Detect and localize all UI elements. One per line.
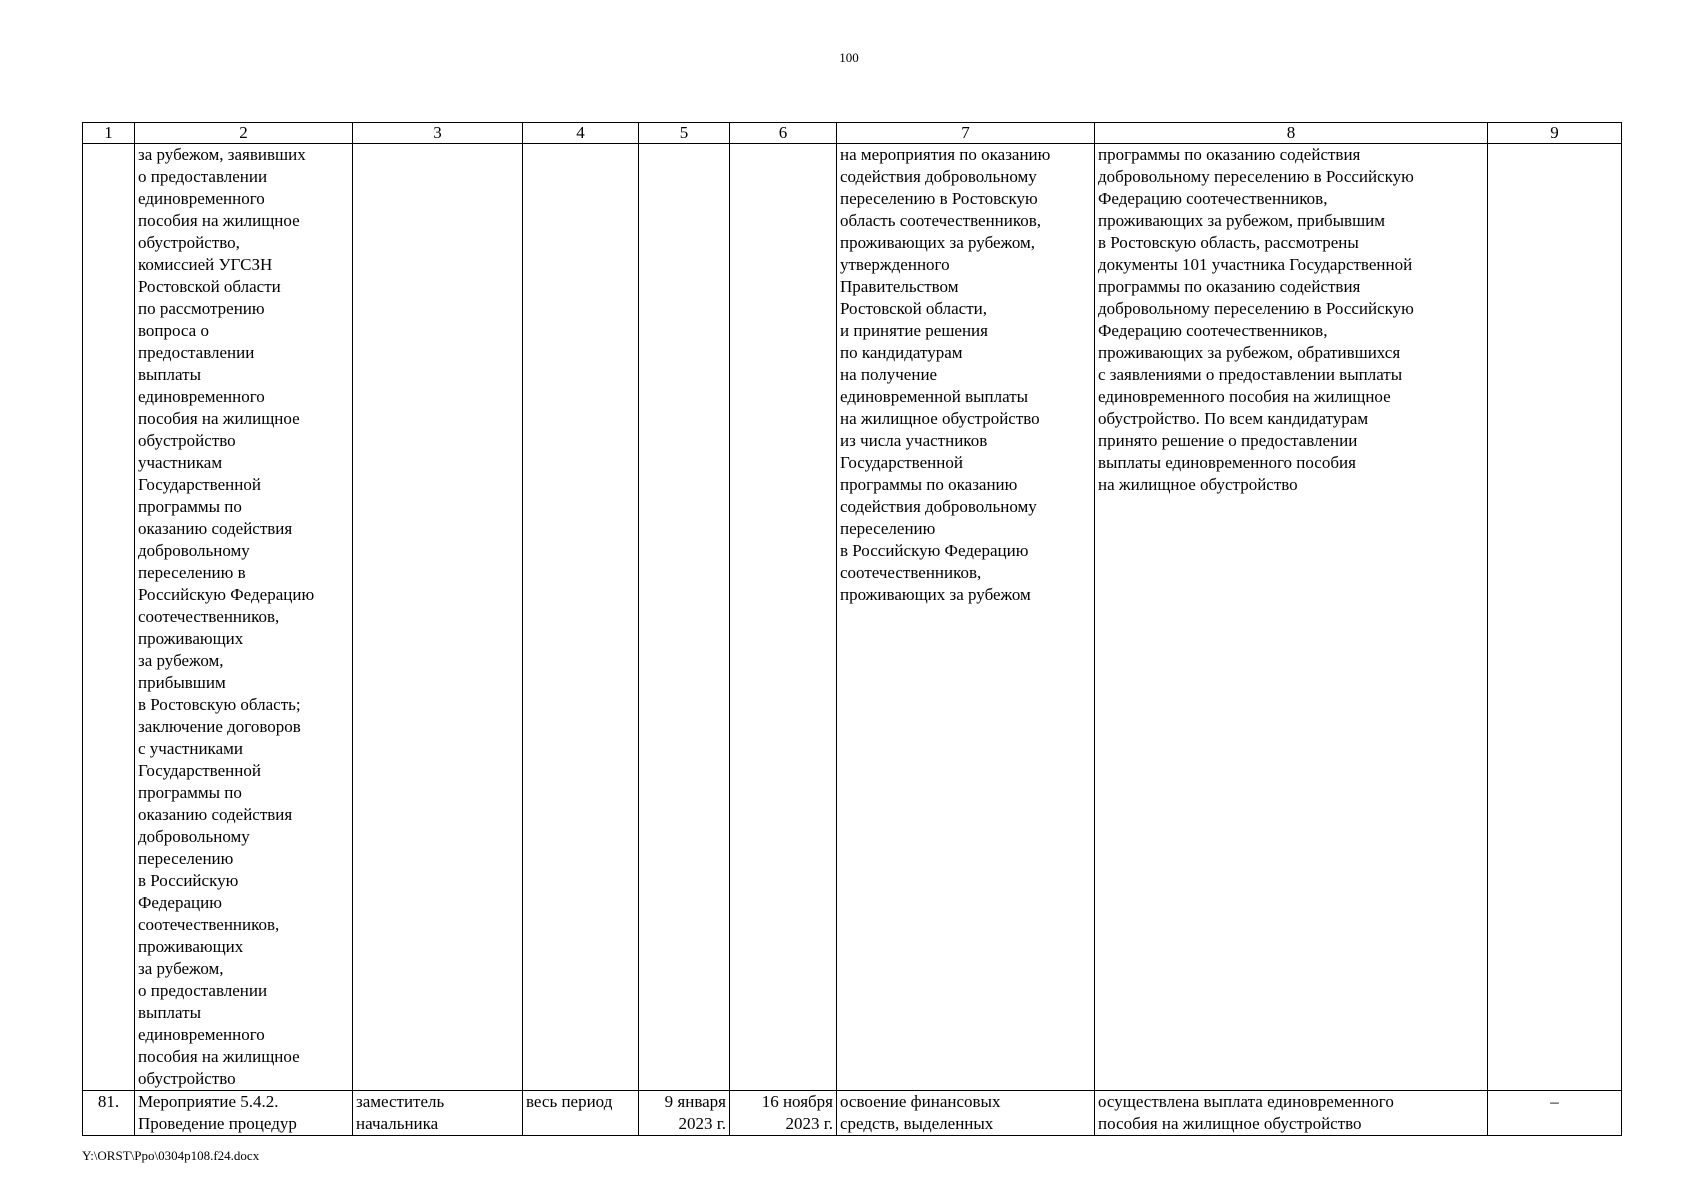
table-row xyxy=(83,144,1622,1091)
column-header: 5 xyxy=(639,123,730,144)
column-header: 2 xyxy=(135,123,353,144)
table-header-row xyxy=(83,123,1622,144)
table-cell-number: 81. xyxy=(83,1091,135,1136)
file-path-footer: Y:\ORST\Ppo\0304p108.f24.docx xyxy=(82,1148,260,1163)
table-cell-responsible xyxy=(353,144,523,1091)
table-cell-responsible: заместитель начальника xyxy=(353,1091,523,1136)
column-header: 9 xyxy=(1488,123,1622,144)
column-header: 1 xyxy=(83,123,135,144)
table-cell-end-date xyxy=(730,144,837,1091)
table-cell-number xyxy=(83,144,135,1091)
table-cell-start-date: 9 января 2023 г. xyxy=(639,1091,730,1136)
table-cell-period xyxy=(523,144,639,1091)
column-header: 8 xyxy=(1095,123,1488,144)
column-header: 7 xyxy=(837,123,1095,144)
column-header: 3 xyxy=(353,123,523,144)
page-number: 100 xyxy=(839,50,859,65)
table-cell-actual-result: осуществлена выплата единовременного пособия на жилищное обустройство xyxy=(1095,1091,1488,1136)
table-cell-end-date: 16 ноября 2023 г. xyxy=(730,1091,837,1136)
report-table xyxy=(82,122,1622,1136)
table-cell-event: Мероприятие 5.4.2. Проведение процедур xyxy=(135,1091,353,1136)
table-cell-actual-result: программы по оказанию содействия добровольному переселению в Российскую Федерацию соотечественников, проживающих за рубежом, прибывшим в Ростовскую область, рассмотрены документы 101 участника Государственной программы по оказанию содействия добровольному переселению в Российскую Федерацию соотечественников, проживающих за рубежом, обратившихся с заявлениями о предоставлении выплаты единовременного пособия на жилищное обустройство. По всем кандидатурам принято решение о предоставлении выплаты единовременного пособия на жилищное обустройство xyxy=(1095,144,1488,1091)
table-cell-period: весь период xyxy=(523,1091,639,1136)
table-row xyxy=(83,1091,1622,1136)
column-header: 4 xyxy=(523,123,639,144)
table-cell-expected-result: освоение финансовых средств, выделенных xyxy=(837,1091,1095,1136)
table-cell-event: за рубежом, заявивших о предоставлении единовременного пособия на жилищное обустройство, комиссией УГСЗН Ростовской области по рассмотрению вопроса о предоставлении выплаты единовременного пособия на жилищное обустройство участникам Государственной программы по оказанию содействия добровольному переселению в Российскую Федерацию соотечественников, проживающих за рубежом, прибывшим в Ростовскую область; заключение договоров с участниками Государственной программы по оказанию содействия добровольному переселению в Российскую Федерацию соотечественников, проживающих за рубежом, о предоставлении выплаты единовременного пособия на жилищное обустройство xyxy=(135,144,353,1091)
column-header: 6 xyxy=(730,123,837,144)
table-cell-note: – xyxy=(1488,1091,1622,1136)
table-cell-start-date xyxy=(639,144,730,1091)
table-cell-note xyxy=(1488,144,1622,1091)
table-cell-expected-result: на мероприятия по оказанию содействия добровольному переселению в Ростовскую область соотечественников, проживающих за рубежом, утвержденного Правительством Ростовской области, и принятие решения по кандидатурам на получение единовременной выплаты на жилищное обустройство из числа участников Государственной программы по оказанию содействия добровольному переселению в Российскую Федерацию соотечественников, проживающих за рубежом xyxy=(837,144,1095,1091)
